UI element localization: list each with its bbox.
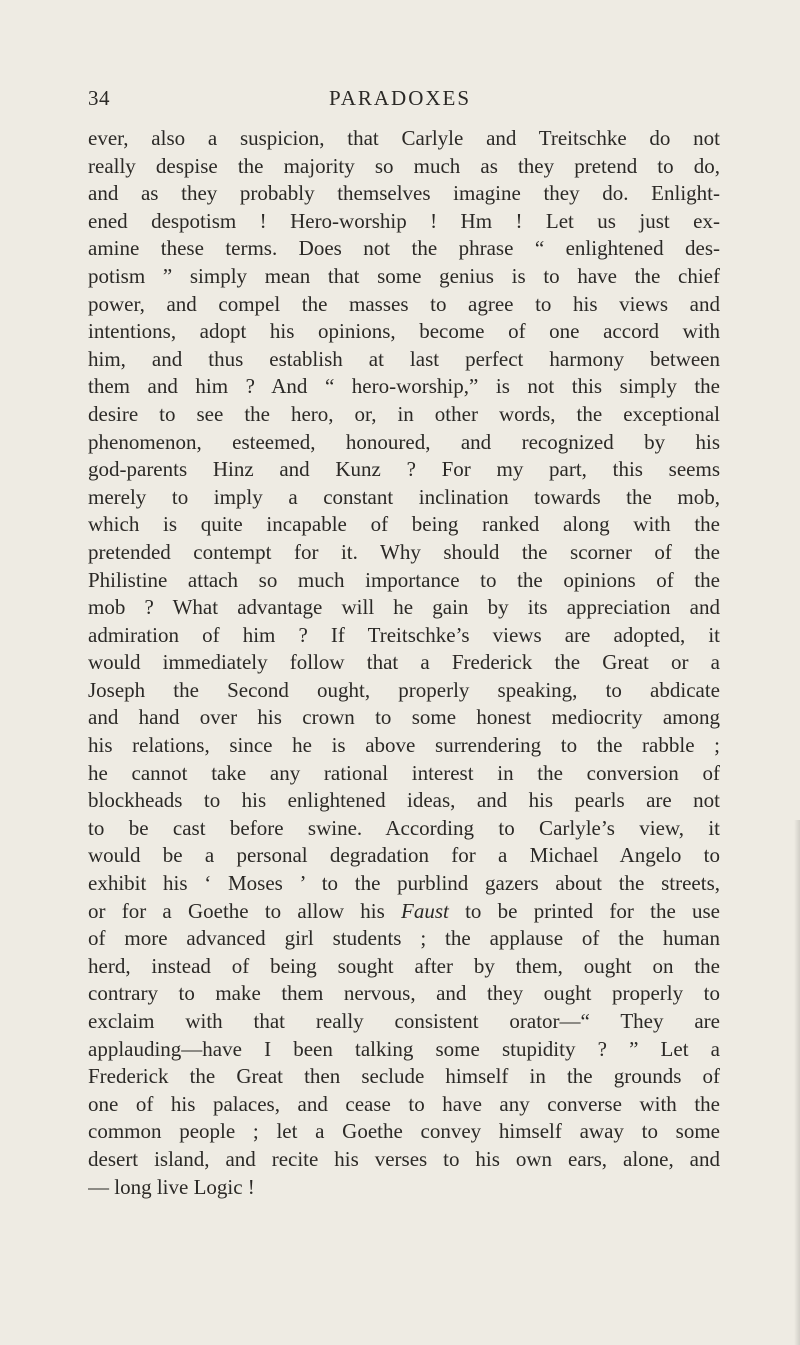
text-line: phenomenon, esteemed, honoured, and recognized by his <box>88 429 720 454</box>
text-line-with-title <box>88 898 720 926</box>
line-tail: to be printed for the use <box>448 898 720 923</box>
text-line: ever, also a suspicion, that Carlyle and Treitschke do not <box>88 126 720 150</box>
page-edge-shadow <box>794 820 800 1345</box>
text-line: blockheads to his enlightened ideas, and his pearls are not <box>88 788 720 813</box>
text-line: ened despotism ! Hero-worship ! Hm ! Let us just ex- <box>88 208 720 233</box>
text-line: his relations, since he is above surrendering to the rabble ; <box>88 733 720 758</box>
text-line: to be cast before swine. According to Carlyle’s view, it <box>88 815 720 840</box>
text-line: and as they probably themselves imagine they do. Enlight- <box>88 181 720 206</box>
text-line: common people ; let a Goethe convey himself away to some <box>88 1119 720 1144</box>
text-line: Philistine attach so much importance to the opinions of the <box>88 567 720 592</box>
text-line: intentions, adopt his opinions, become of one accord with <box>88 319 720 344</box>
text-line: of more advanced girl students ; the applause of the human <box>88 926 720 951</box>
text-line: one of his palaces, and cease to have any converse with the <box>88 1091 720 1116</box>
text-line: contrary to make them nervous, and they ought properly to <box>88 981 720 1006</box>
text-line: potism ” simply mean that some genius is to have the chief <box>88 263 720 288</box>
text-line: amine these terms. Does not the phrase “ enlightened des- <box>88 236 720 261</box>
text-line: exhibit his ‘ Moses ’ to the purblind gazers about the streets, <box>88 871 720 896</box>
text-line: would immediately follow that a Frederick the Great or a <box>88 650 720 675</box>
text-line: herd, instead of being sought after by them, ought on the <box>88 953 720 978</box>
text-line: he cannot take any rational interest in the conversion of <box>88 760 720 785</box>
text-line: and hand over his crown to some honest mediocrity among <box>88 705 720 730</box>
text-line: applauding—have I been talking some stupidity ? ” Let a <box>88 1036 720 1061</box>
body-text <box>88 125 720 1201</box>
text-line: mob ? What advantage will he gain by its appreciation and <box>88 595 720 620</box>
text-line: really despise the majority so much as they pretend to do, <box>88 153 720 178</box>
text-line: power, and compel the masses to agree to his views and <box>88 291 720 316</box>
text-line: exclaim with that really consistent orator—“ They are <box>88 1009 720 1033</box>
line-lead: or for a Goethe to allow his <box>88 898 402 923</box>
work-title-faust: Faust <box>401 898 449 923</box>
text-line: would be a personal degradation for a Michael Angelo to <box>88 843 720 868</box>
text-line-final: — long live Logic ! <box>88 1174 255 1199</box>
text-line: desire to see the hero, or, in other words, the exceptional <box>88 401 720 426</box>
text-line: Frederick the Great then seclude himself in the grounds of <box>88 1064 720 1089</box>
running-title: PARADOXES <box>328 86 472 110</box>
text-line: them and him ? And “ hero-worship,” is not this simply the <box>88 374 720 399</box>
text-line: admiration of him ? If Treitschke’s views are adopted, it <box>88 622 720 647</box>
text-line: which is quite incapable of being ranked along with the <box>88 512 720 537</box>
text-line: merely to imply a constant inclination towards the mob, <box>88 484 720 509</box>
text-line: desert island, and recite his verses to his own ears, alone, and <box>88 1146 720 1171</box>
page-number: 34 <box>88 86 110 110</box>
text-line: him, and thus establish at last perfect harmony between <box>88 346 720 371</box>
running-head <box>0 86 800 116</box>
text-line: god-parents Hinz and Kunz ? For my part, this seems <box>88 457 720 482</box>
text-line: Joseph the Second ought, properly speaking, to abdicate <box>88 677 720 702</box>
text-line: pretended contempt for it. Why should the scorner of the <box>88 539 720 564</box>
